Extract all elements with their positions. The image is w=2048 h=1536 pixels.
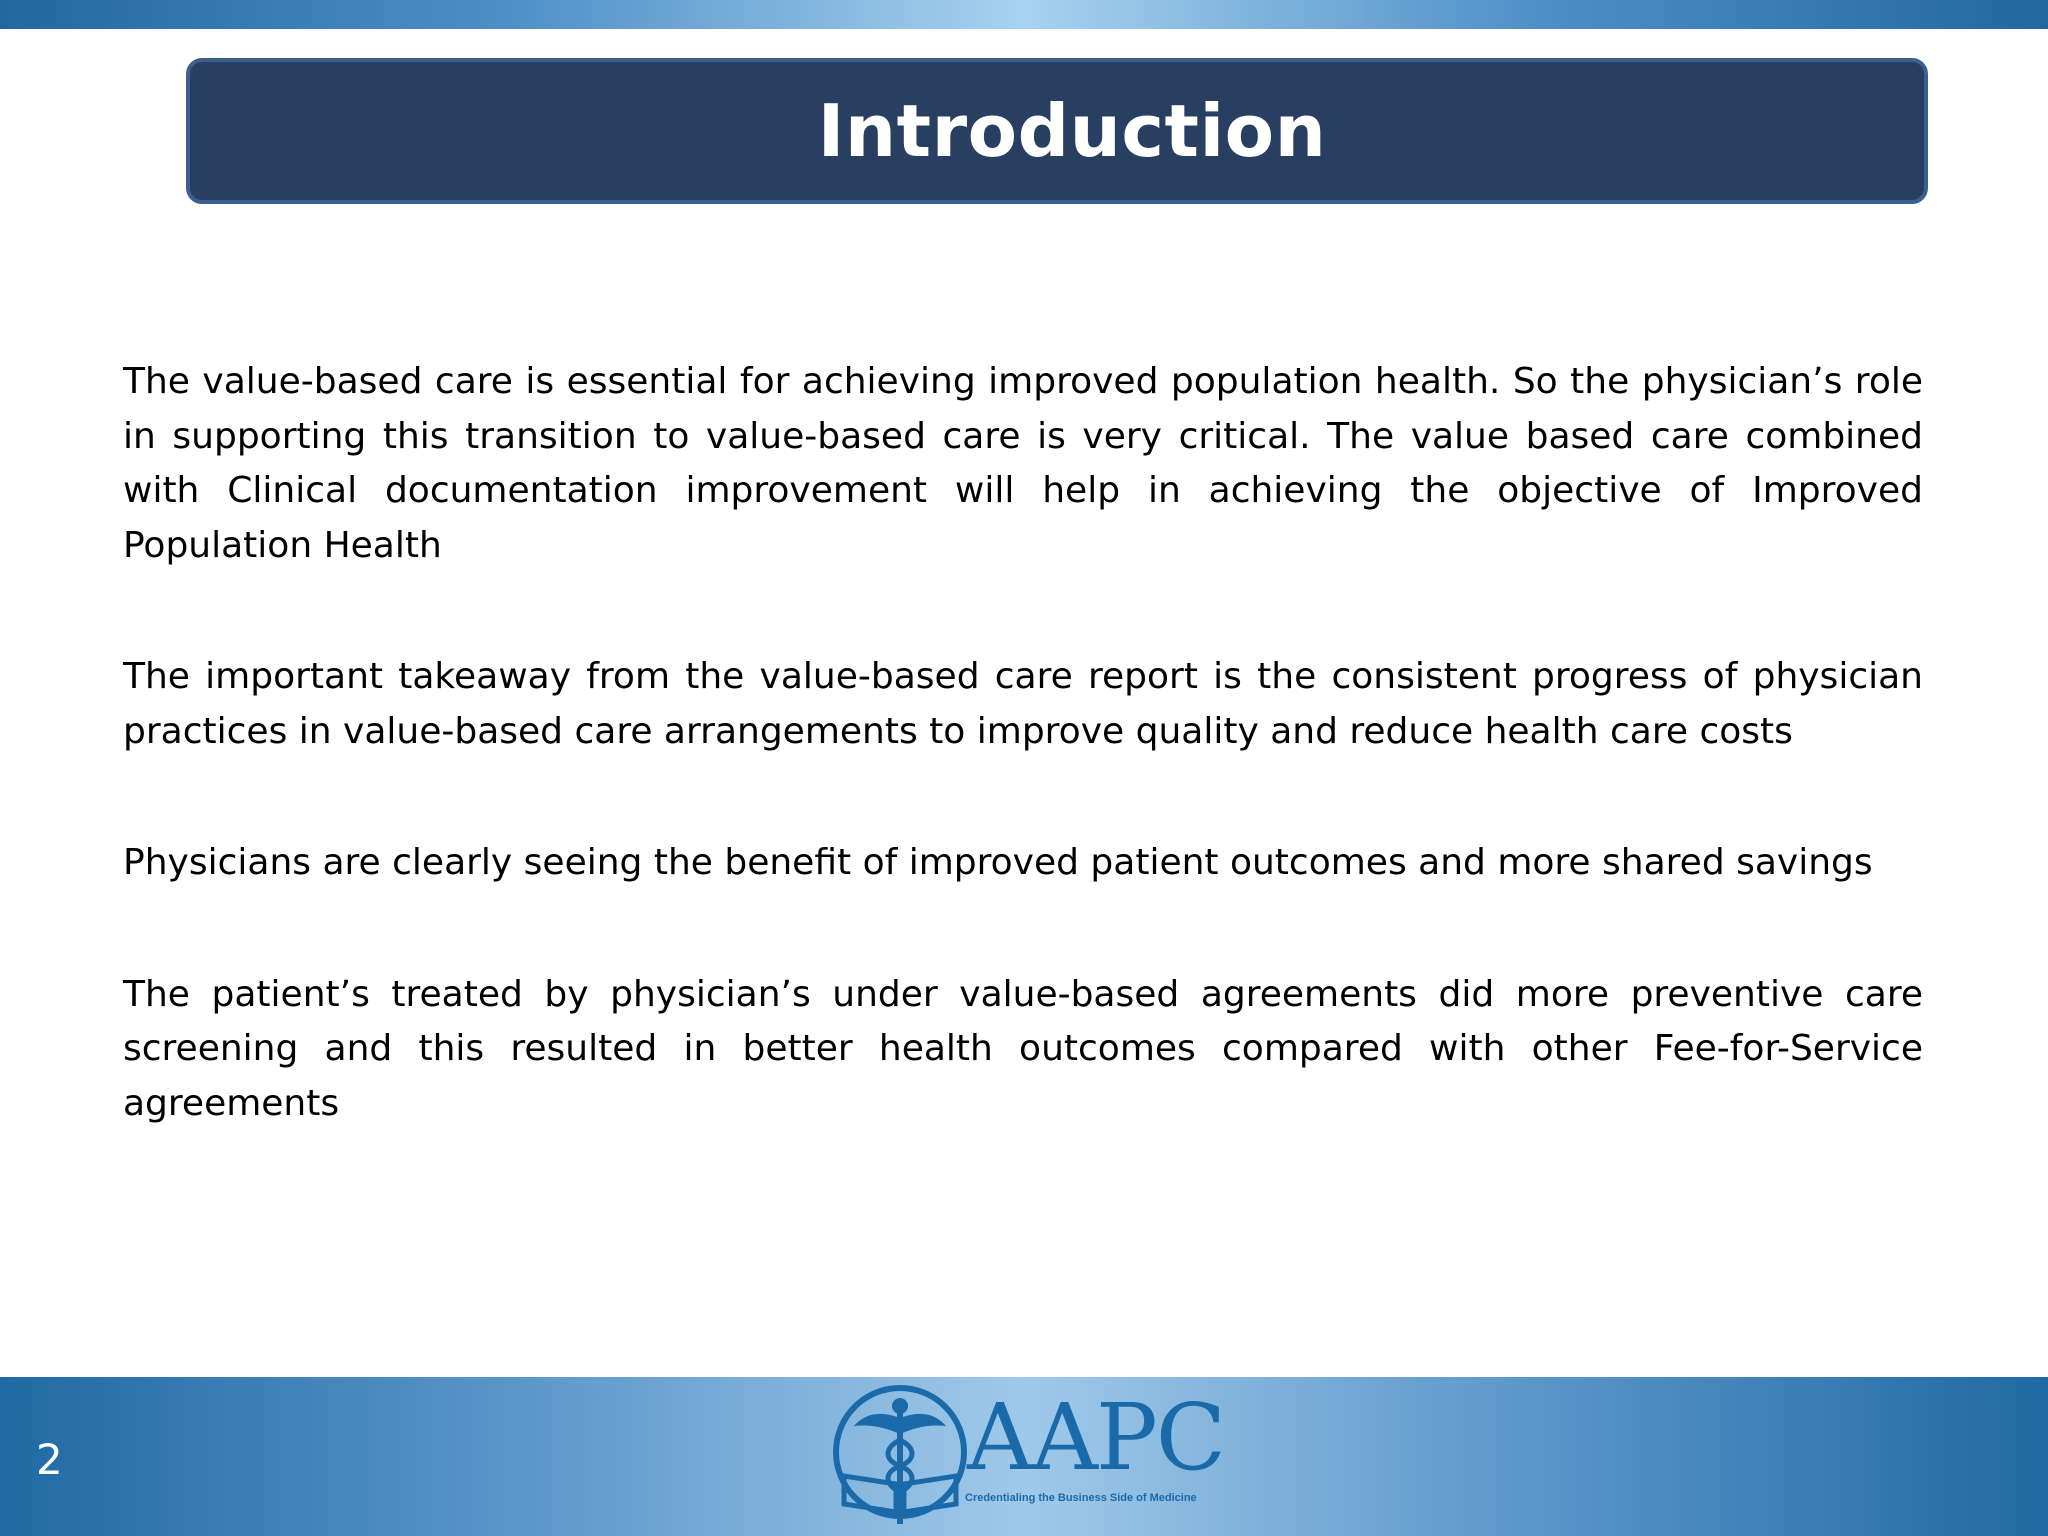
body-paragraph-4: The patient’s treated by physician’s under value-based agreements did more preventive care screening and this resulted in better health outcomes compared with other Fee-for-Service agreements (123, 973, 1923, 1124)
body-paragraph-3: Physicians are clearly seeing the benefit of improved patient outcomes and more shared savings (123, 842, 1873, 883)
logo-tagline: Credentialing the Business Side of Medicine (965, 1492, 1197, 1504)
page-number: 2 (36, 1435, 63, 1484)
body-paragraph-2: The important takeaway from the value-based care report is the consistent progress of physician practices in value-based care arrangements to improve quality and reduce health care costs (123, 656, 1923, 752)
logo-wordmark: AAPC (967, 1384, 1225, 1491)
slide-body (123, 355, 1923, 1131)
body-paragraph-1: The value-based care is essential for achieving improved population health. So the physician’s role in supporting this transition to value-based care is very critical. The value based care combined with Clinical documentation improvement will help in achieving the objective of Improved Population Health (123, 361, 1923, 566)
aapc-logo (830, 1384, 1230, 1530)
title-banner (186, 58, 1928, 204)
caduceus-book-icon (830, 1384, 970, 1530)
slide-title: Introduction (817, 89, 1327, 173)
top-decorative-band (0, 0, 2048, 29)
